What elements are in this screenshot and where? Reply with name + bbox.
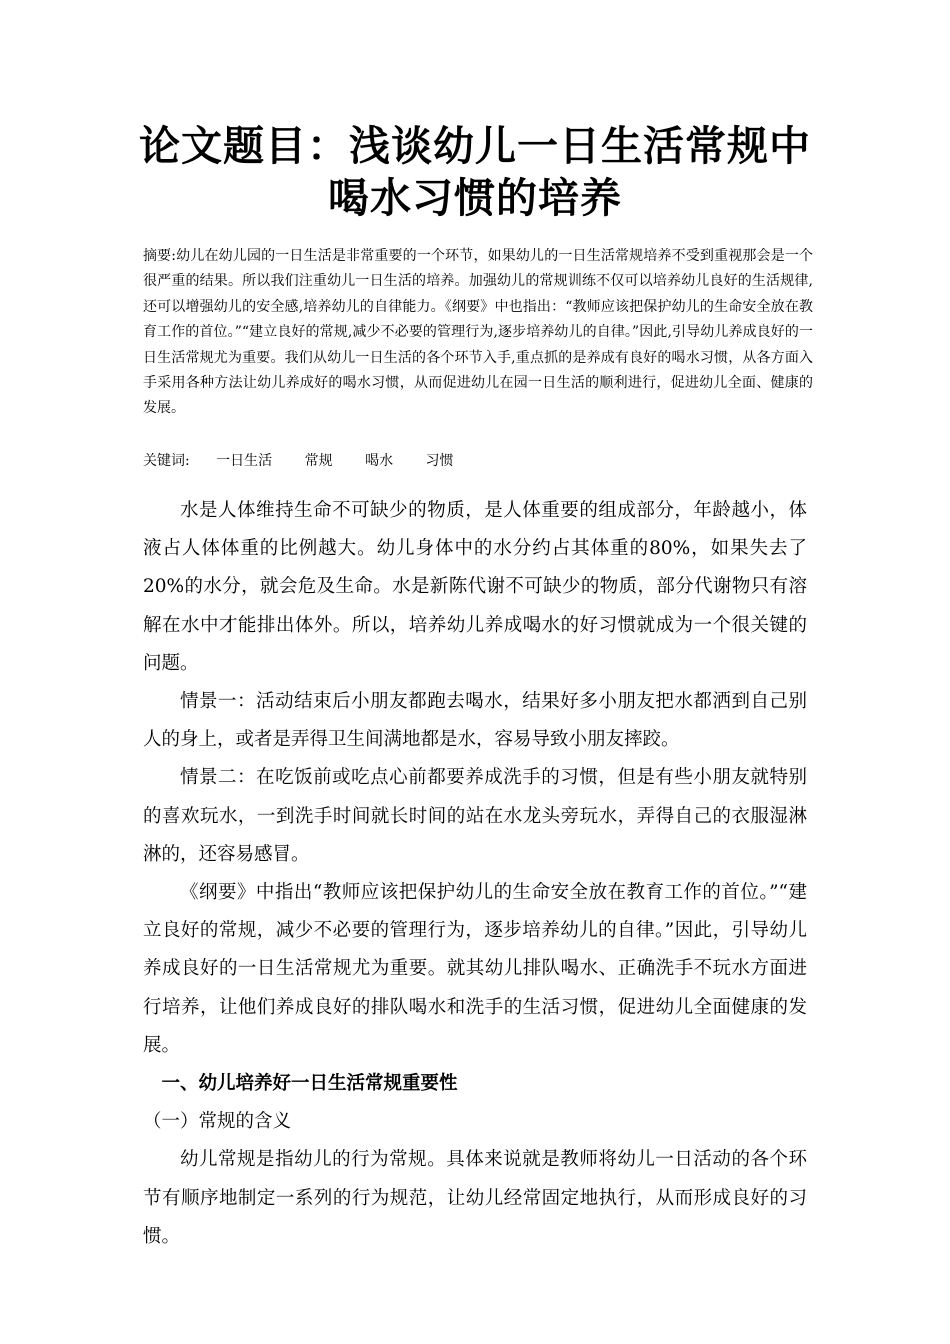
subsection-heading: （一）常规的含义 — [143, 1111, 292, 1133]
keyword-item: 常规 — [304, 453, 333, 469]
paper-title — [100, 120, 850, 224]
abstract-label: 摘要: — [143, 248, 177, 264]
abstract — [143, 244, 813, 422]
keyword-item: 一日生活 — [216, 453, 273, 469]
body-text — [143, 492, 807, 1256]
section-heading: 一、幼儿培养好一日生活常规重要性 — [161, 1073, 458, 1095]
body-paragraph: 《纲要》中指出“教师应该把保护幼儿的生命安全放在教育工作的首位。”“建立良好的常规，减少不必要的管理行为，逐步培养幼儿的自律。”因此，引导幼儿养成良好的一日生活常规尤为重要。就其幼儿排队喝水、正确洗手不玩水方面进行培养，让他们养成良好的排队喝水和洗手的生活习惯，促进幼儿全面健康的发展。 — [143, 882, 807, 1056]
keyword-item: 习惯 — [425, 453, 454, 469]
keyword-item: 喝水 — [365, 453, 394, 469]
keywords-label: 关键词: — [143, 453, 190, 469]
body-paragraph: 水是人体维持生命不可缺少的物质，是人体重要的组成部分，年龄越小，体液占人体体重的比例越大。幼儿身体中的水分约占其体重的80%，如果失去了20%的水分，就会危及生命。水是新陈代谢不可缺少的物质，部分代谢物只有溶解在水中才能排出体外。所以，培养幼儿养成喝水的好习惯就成为一个很关键的问题。 — [143, 500, 807, 674]
body-paragraph: 情景二：在吃饭前或吃点心前都要养成洗手的习惯，但是有些小朋友就特别的喜欢玩水，一到洗手时间就长时间的站在水龙头旁玩水，弄得自己的衣服湿淋淋的，还容易感冒。 — [143, 767, 807, 865]
keywords — [143, 449, 454, 473]
abstract-text: 幼儿在幼儿园的一日生活是非常重要的一个环节，如果幼儿的一日生活常规培养不受到重视那会是一个很严重的结果。所以我们注重幼儿一日生活的培养。加强幼儿的常规训练不仅可以培养幼儿良好的生活规律,还可以增强幼儿的安全感,培养幼儿的自律能力。《纲要》中也指出：“教师应该把保护幼儿的生命安全放在教育工作的首位。”“建立良好的常规,减少不必要的管理行为,逐步培养幼儿的自律。”因此,引导幼儿养成良好的一日生活常规尤为重要。我们从幼儿一日生活的各个环节入手,重点抓的是养成有良好的喝水习惯，从各方面入手采用各种方法让幼儿养成好的喝水习惯，从而促进幼儿在园一日生活的顺利进行，促进幼儿全面、健康的发展。 — [143, 248, 813, 417]
body-paragraph: 幼儿常规是指幼儿的行为常规。具体来说就是教师将幼儿一日活动的各个环节有顺序地制定一系列的行为规范，让幼儿经常固定地执行，从而形成良好的习惯。 — [143, 1149, 807, 1247]
paper-title-line-1: 论文题目：浅谈幼儿一日生活常规中 — [139, 122, 811, 170]
paper-title-line-2: 喝水习惯的培养 — [328, 174, 622, 222]
body-paragraph: 情景一：活动结束后小朋友都跑去喝水，结果好多小朋友把水都洒到自己别人的身上，或者是弄得卫生间满地都是水，容易导致小朋友摔跤。 — [143, 691, 807, 751]
